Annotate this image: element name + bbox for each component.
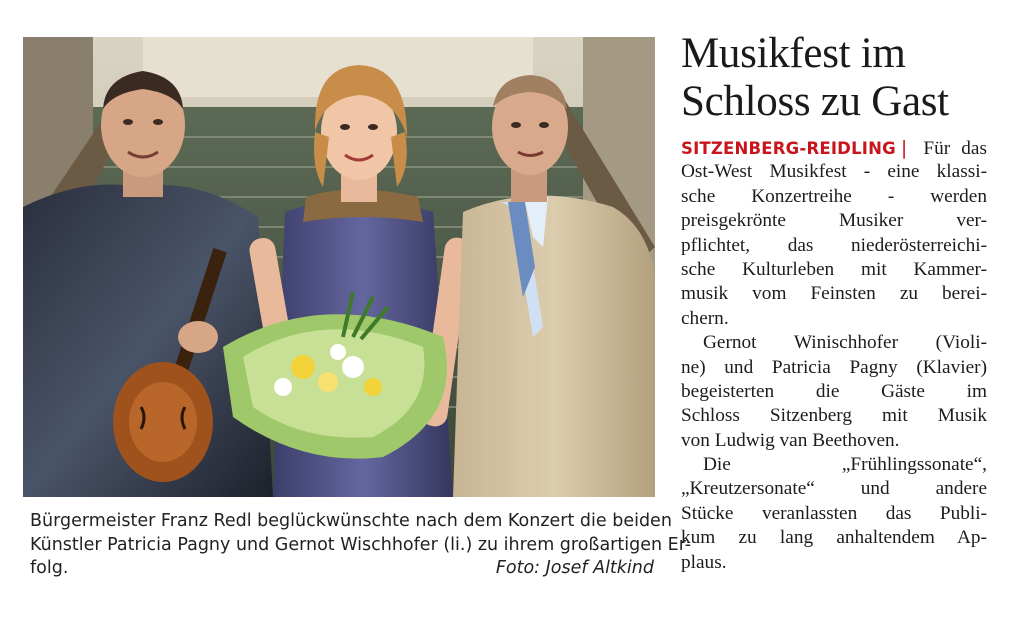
photo-caption bbox=[30, 510, 692, 581]
text-line: preisgekrönte Musiker ver- bbox=[681, 210, 987, 232]
text-line: Schloss Sitzenberg mit Musik bbox=[681, 405, 987, 427]
text-line: Ost-West Musikfest - eine klassi- bbox=[681, 161, 987, 183]
caption-line: Künstler Patricia Pagny und Gernot Wischhofer (li.) zu ihrem großartigen Er- bbox=[30, 534, 692, 555]
text-line: chern. bbox=[681, 307, 729, 329]
text-line: Die „Frühlingssonate“, bbox=[703, 454, 987, 476]
headline-line: Schloss zu Gast bbox=[681, 78, 949, 125]
caption-line-end: folg. bbox=[30, 558, 69, 578]
text-line: ne) und Patricia Pagny (Klavier) bbox=[681, 356, 987, 378]
text-line: „Kreutzersonate“ und andere bbox=[681, 478, 987, 500]
dateline: SITZENBERG-REIDLING bbox=[681, 139, 896, 158]
text-line: sche Konzertreihe - werden bbox=[681, 185, 987, 207]
text-line: plaus. bbox=[681, 551, 727, 573]
article-body bbox=[681, 136, 987, 575]
photo-credit: Foto: Josef Altkind bbox=[495, 558, 654, 578]
article-first-line bbox=[681, 136, 987, 160]
caption-line: Bürgermeister Franz Redl beglückwünschte nach dem Konzert die beiden bbox=[30, 511, 672, 531]
article-headline bbox=[681, 30, 1011, 126]
text-line: von Ludwig van Beethoven. bbox=[681, 429, 900, 451]
photo-illustration bbox=[23, 37, 655, 497]
text-line: begeisterten die Gäste im bbox=[681, 380, 987, 402]
headline-line: Musikfest im bbox=[681, 30, 906, 77]
article-photo bbox=[23, 37, 655, 497]
text-line: sche Kulturleben mit Kammer- bbox=[681, 258, 987, 280]
caption-line-last bbox=[30, 557, 656, 581]
text-fragment: Für das bbox=[923, 138, 987, 159]
text-line: Gernot Winischhofer (Violi- bbox=[703, 332, 987, 354]
text-line: pflichtet, das niederösterreichi- bbox=[681, 234, 987, 256]
text-line: Stücke veranlassten das Publi- bbox=[681, 502, 987, 524]
text-line: musik vom Feinsten zu berei- bbox=[681, 283, 987, 305]
text-line: kum zu lang anhaltendem Ap- bbox=[681, 527, 987, 549]
dateline-separator: | bbox=[900, 137, 908, 159]
